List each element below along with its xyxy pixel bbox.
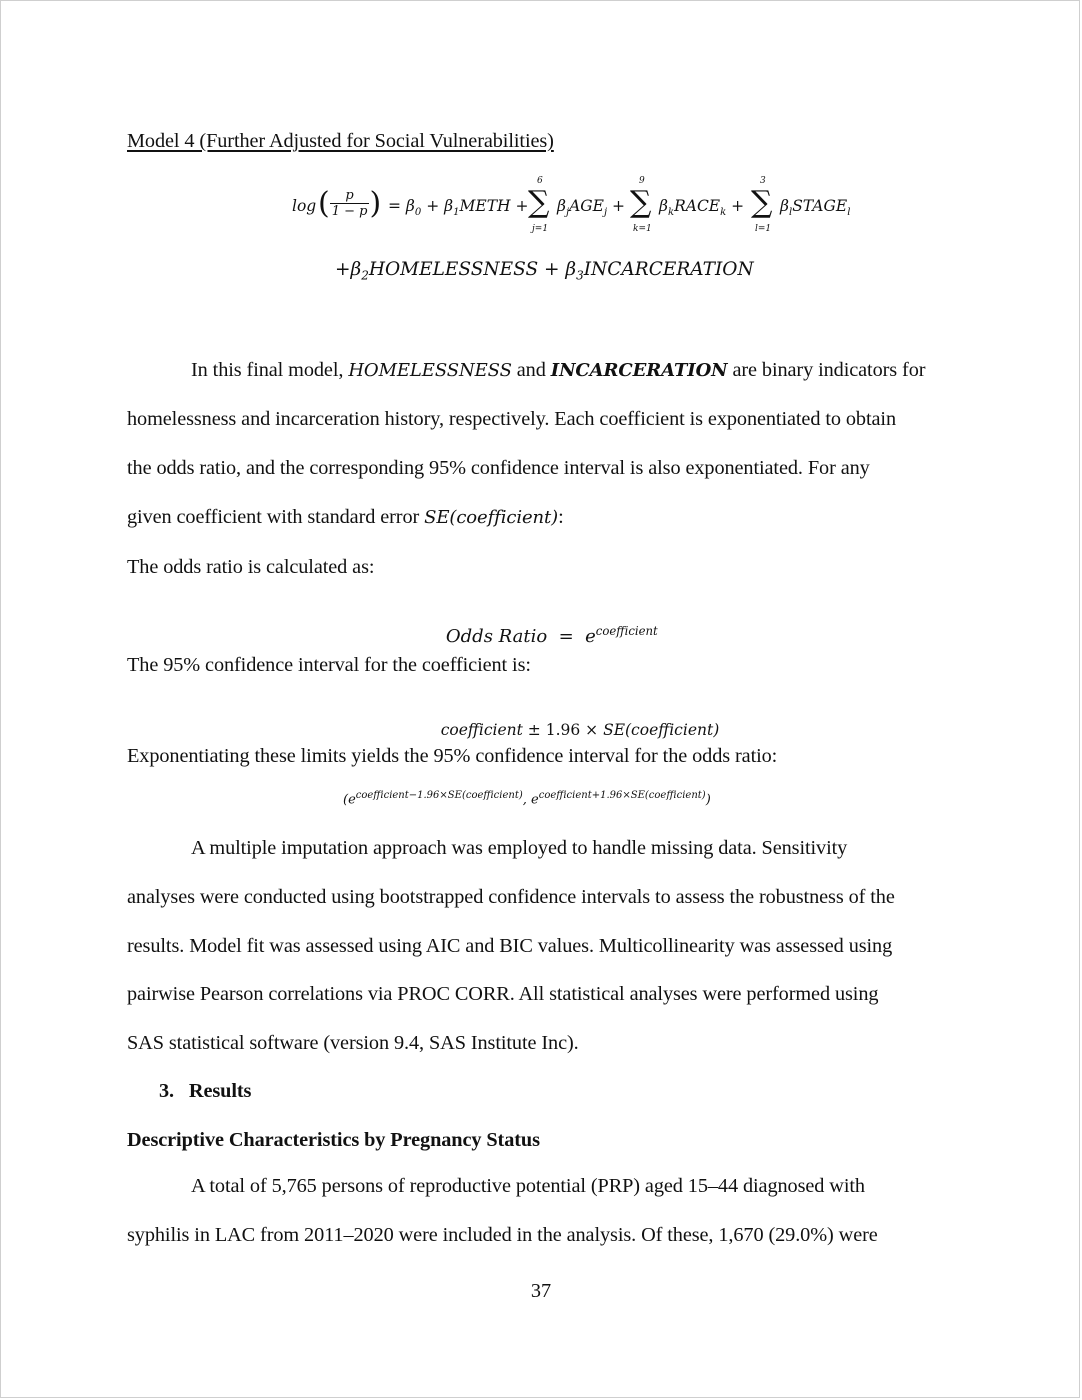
para3-line2: syphilis in LAC from 2011–2020 were included in the analysis. Of these, 1,670 (29.0%) were (127, 1224, 878, 1246)
eq-meth: METH + (459, 197, 529, 215)
para3-line1: A total of 5,765 persons of reproductive potential (PRP) aged 15–44 diagnosed with (191, 1175, 865, 1197)
eq-beta0: = β (388, 197, 415, 215)
page-number: 37 (530, 1280, 552, 1302)
para2-line3: results. Model fit was assessed using AIC and BIC values. Multicollinearity was assessed using (127, 935, 893, 957)
ci-odds-ratio-equation: ($e^{coefficient-1.96\times SE(coefficient)}$, $e^{coefficient+1.96\times SE(coefficient)}$) (343, 790, 711, 808)
var-homelessness: HOMELESSNESS (348, 360, 512, 381)
eq-frac-den: 1 − p (331, 204, 368, 219)
eq-log: log (292, 197, 317, 215)
para1-line1: In this final model, HOMELESSNESS and INCARCERATION are binary indicators for (191, 359, 926, 381)
para2-line1: A multiple imputation approach was employed to handle missing data. Sensitivity (191, 837, 848, 859)
ci-equation: coefficient ± 1.96 × SE(coefficient) (440, 721, 720, 739)
ci-intro: The 95% confidence interval for the coefficient is: (127, 654, 531, 676)
para1-line2: homelessness and incarceration history, respectively. Each coefficient is exponentiated to obtain (127, 408, 896, 430)
odds-intro: The odds ratio is calculated as: (127, 556, 375, 578)
sum-symbol-age: ∑ (528, 185, 550, 220)
model-heading: Model 4 (Further Adjusted for Social Vulnerabilities) (127, 130, 554, 152)
eq-race: RACE (674, 197, 721, 215)
eq-homelessness: HOMELESSNESS + β (368, 259, 577, 280)
para2-line4: pairwise Pearson correlations via PROC CORR. All statistical analyses were performed using (127, 983, 879, 1005)
se-coefficient: SE(coefficient) (424, 507, 559, 528)
descriptive-subheading: Descriptive Characteristics by Pregnancy Status (127, 1129, 540, 1151)
equation-model4-line1: log ( $\frac{p}{1 - p}$ ) = $\beta_0$ + $\beta_1METH$ + 6 ∑ j=1 $\beta_jAGE_j$ + 9 ∑ k=1 $\beta_kRACE_k$ + 3 ∑ l=1 $\beta_lSTAGE_l$ (292, 176, 851, 234)
eq-age: AGE (569, 197, 604, 215)
eq-incarceration: INCARCERATION (583, 259, 754, 280)
para1-line4: given coefficient with standard error SE(coefficient): (127, 506, 564, 528)
sum-symbol-stage: ∑ (751, 185, 773, 220)
exp-intro: Exponentiating these limits yields the 95% confidence interval for the odds ratio: (127, 745, 778, 767)
eq-frac-num: p (330, 188, 370, 204)
para2-line2: analyses were conducted using bootstrapped confidence intervals to assess the robustness of the (127, 886, 895, 908)
para2-line5: SAS statistical software (version 9.4, SAS Institute Inc). (127, 1032, 579, 1054)
sum-symbol-race: ∑ (630, 185, 652, 220)
equation-model4-line2: $+\beta_2HOMELESSNESS$ + $\beta_3INCARCERATION$ (335, 259, 754, 283)
results-heading: 3. Results (159, 1080, 252, 1102)
eq-stage: STAGE (792, 197, 848, 215)
para1-line3: the odds ratio, and the corresponding 95% confidence interval is also exponentiated. For any (127, 457, 870, 479)
odds-ratio-equation: Odds Ratio = $e^{coefficient}$ (445, 624, 658, 647)
var-incarceration: INCARCERATION (550, 360, 728, 381)
